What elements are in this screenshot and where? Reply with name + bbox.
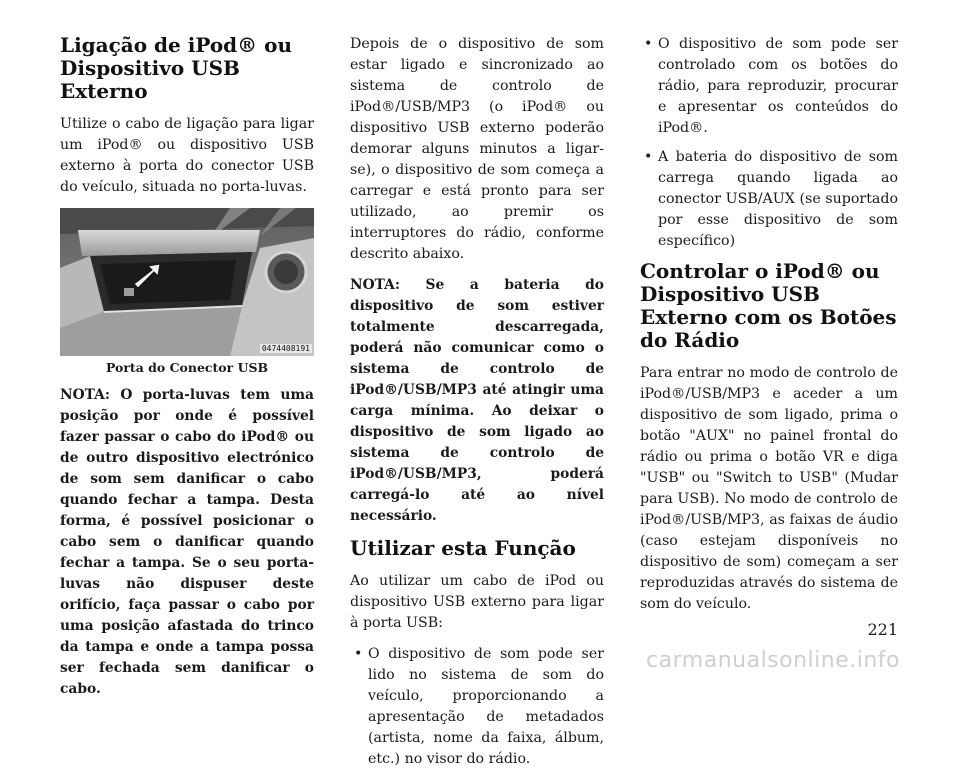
watermark: carmanualsonline.info xyxy=(646,648,900,673)
photo-reference-code: 0474408191 xyxy=(261,344,310,353)
section-heading-use-function: Utilizar esta Função xyxy=(350,536,576,560)
column-1 xyxy=(60,34,314,710)
page-number: 221 xyxy=(867,620,898,639)
glovebox-usb-photo xyxy=(60,208,314,356)
usage-list-continued xyxy=(640,34,898,252)
note-glovebox: NOTA: O porta-luvas tem uma posição por onde é possível fazer passar o cabo do iPod® ou de outro dispositivo electrónico de som sem danificar o cabo quando fechar a tampa. Desta forma, é possível posicionar o cabo sem o danificar quando fechar a tampa. Se o seu porta-luvas não dispuser deste orifício, faça passar o cabo por uma posição afastada do trinco da tampa e onde a tampa possa ser fechada sem danificar o cabo. xyxy=(60,387,314,697)
sync-paragraph: Depois de o dispositivo de som estar ligado e sincronizado ao sistema de controlo de iPod®/USB/MP3 (o iPod® ou dispositivo USB externo poderão demorar alguns minutos a ligar-se), o dispositivo de som começa a carregar e está pronto para ser utilizado, ao premir os interruptores do rádio, conforme descrito abaixo. xyxy=(350,36,604,262)
list-item: • O dispositivo de som pode ser lido no sistema de som do veículo, proporcionando a apresentação de metadados (artista, nome da faixa, álbum, etc.) no visor do rádio. xyxy=(350,644,604,770)
note-battery: NOTA: Se a bateria do dispositivo de som estiver totalmente descarregada, poderá não comunicar como o sistema de controlo de iPod®/USB/MP3 até atingir uma carga mínima. Ao deixar o dispositivo de som ligado ao sistema de controlo de iPod®/USB/MP3, poderá carregá-lo até ao nível necessário. xyxy=(350,277,604,524)
glovebox-illustration xyxy=(60,208,314,356)
list-item: • A bateria do dispositivo de som carrega quando ligada ao conector USB/AUX (se suportado por esse dispositivo de som específico) xyxy=(640,147,898,252)
usage-list xyxy=(350,644,604,770)
section-heading-radio-controls: Controlar o iPod® ou Dispositivo USB Externo com os Botões do Rádio xyxy=(640,259,897,352)
radio-control-paragraph: Para entrar no modo de controlo de iPod®/USB/MP3 e aceder a um dispositivo de som ligado, prima o botão "AUX" no painel frontal do rádio ou prima o botão VR e diga "USB" ou "Switch to USB" (Mudar para USB). No modo de controlo de iPod®/USB/MP3, as faixas de áudio (caso estejam disponíveis no dispositivo de som) começam a ser reproduzidas através do sistema de som do veículo. xyxy=(640,365,898,612)
usage-intro-paragraph: Ao utilizar um cabo de iPod ou dispositivo USB externo para ligar à porta USB: xyxy=(350,573,604,631)
photo-caption: Porta do Conector USB xyxy=(105,360,269,375)
section-heading-ipod-connection: Ligação de iPod® ou Dispositivo USB Externo xyxy=(60,33,292,103)
column-2 xyxy=(350,34,604,778)
column-3 xyxy=(640,34,898,625)
list-item: • O dispositivo de som pode ser controlado com os botões do rádio, para reproduzir, procurar e apresentar os conteúdos do iPod®. xyxy=(640,34,898,139)
intro-paragraph: Utilize o cabo de ligação para ligar um iPod® ou dispositivo USB externo à porta do conector USB do veículo, situada no porta-luvas. xyxy=(60,116,314,195)
